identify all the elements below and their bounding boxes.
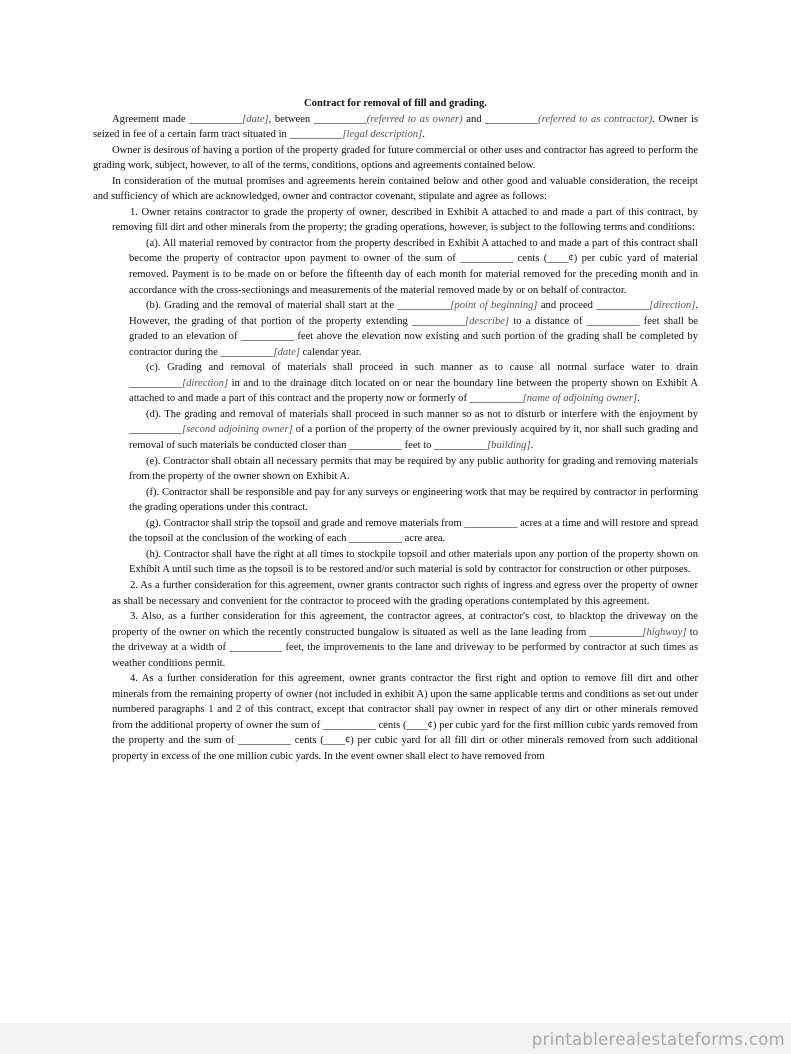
text-run: (f). Contractor shall be responsible and pay for any surveys or engineering work that may be required by contractor in performing the grading operations under this contract.	[129, 486, 698, 514]
placeholder-text: [name of adjoining owner]	[522, 393, 638, 405]
text-run: (c). Grading and removal of materials shall proceed in such manner as to cause all normal surface water to drain __________	[129, 362, 698, 389]
text-run: to the driveway at a width of __________ feet, the improvements to the lane and driveway to be performed by contractor at such times as weather conditions permit.	[112, 626, 698, 669]
clause-1h	[129, 547, 698, 578]
document-body	[93, 96, 698, 765]
placeholder-text: [date]	[242, 113, 269, 125]
text-run: , between __________	[268, 113, 367, 125]
clause-1a	[129, 236, 698, 298]
intro-paragraph	[93, 112, 698, 143]
clause-1d	[129, 407, 698, 454]
text-run: (d). The grading and removal of materials shall proceed in such manner so as not to disturb or interfere with the enjoyment by __________	[129, 408, 698, 436]
intro-paragraph	[93, 174, 698, 205]
text-run: . However, the grading of that portion of the property extending __________	[129, 300, 698, 327]
placeholder-text: [highway]	[642, 626, 687, 638]
clause-1c	[129, 360, 698, 407]
placeholder-text: [legal description]	[342, 129, 423, 141]
clause-1g	[129, 516, 698, 547]
clause-1f	[129, 485, 698, 516]
clause-4	[112, 671, 698, 764]
text-run: of a portion of the property of the owner previously acquired by it, nor shall such grading and removal of such materials be conducted closer than __________ feet to __________	[129, 424, 698, 452]
placeholder-text: [direction]	[649, 300, 696, 312]
placeholder-text: [second adjoining owner]	[181, 424, 293, 436]
text-run: and __________	[462, 113, 539, 125]
placeholder-text: [direction]	[181, 377, 229, 389]
clause-1b	[129, 298, 698, 360]
text-run: . Owner is seized in fee of a certain farm tract situated in __________	[93, 113, 699, 141]
text-run: In consideration of the mutual promises and agreements herein contained below and other good and valuable consideration, the receipt and sufficiency of which are acknowledged, owner and contractor covenant, stipulate and agree as follows:	[93, 175, 698, 203]
text-run: 4. As a further consideration for this agreement, owner grants contractor the first right and option to remove fill dirt and other minerals from the remaining property of owner (not included in exhibit A) upon the same applicable terms and conditions as set out under numbered paragraphs 1 and 2 of this contract, except that contractor shall pay owner in respect of any dirt or other minerals removed from the additional property of owner the sum of __________ cents (____¢) per cubic yard for the first million cubic yards removed from the property and the sum of __________ cents (____¢) per cubic yard for all fill dirt or other minerals removed from such additional property in excess of the one million cubic yards. In the event owner shall elect to have removed from	[112, 673, 698, 762]
text-run: 1. Owner retains contractor to grade the property of owner, described in Exhibit A attached to and made a part of this contract, by removing fill dirt and other minerals from the property; the grading operations, however, is subject to the following terms and conditions:	[112, 206, 698, 234]
clause-1e	[129, 454, 698, 485]
placeholder-text: [building]	[487, 440, 531, 452]
clause-3	[112, 609, 698, 671]
text-run: in and to the drainage ditch located on or near the boundary line between the property shown on Exhibit A attached to and made a part of this contract and the property now or formerly of __________	[129, 377, 698, 405]
intro-paragraph	[93, 143, 698, 174]
document-title: Contract for removal of fill and grading.	[304, 98, 487, 109]
placeholder-text: (referred to as contractor)	[538, 113, 653, 125]
text-run: calendar year.	[299, 346, 362, 358]
text-run: to a distance of __________ feet shall be graded to an elevation of __________ feet above the elevation now existing and such portion of the grading shall be completed by contractor during the __________	[129, 315, 698, 358]
text-run: 2. As a further consideration for this agreement, owner grants contractor such rights of ingress and egress over the property of owner as shall be necessary and convenient for the contractor to proceed with the grading operations contemplated by this agreement.	[112, 579, 698, 607]
text-run: Owner is desirous of having a portion of the property graded for future commercial or other uses and contractor has agreed to perform the grading work, subject, however, to all of the terms, conditions, options and agreements contained below.	[93, 144, 698, 172]
text-run: (e). Contractor shall obtain all necessary permits that may be required by any public authority for grading and removing materials from the property of the owner shown on Exhibit A.	[129, 455, 698, 483]
text-run: and proceed __________	[537, 300, 650, 312]
text-run: Agreement made __________	[112, 113, 243, 125]
text-run: (b). Grading and the removal of material shall start at the __________	[146, 300, 451, 312]
placeholder-text: (referred to as owner)	[366, 113, 463, 125]
text-run: 3. Also, as a further consideration for this agreement, the contractor agrees, at contractor's cost, to blacktop the driveway on the property of the owner on which the recently constructed bungalow is situated as well as the lane leading from __________	[112, 611, 698, 638]
text-run: (h). Contractor shall have the right at all times to stockpile topsoil and other materials upon any portion of the property shown on Exhibit A until such time as the topsoil is to be restored and/or such material is sold by contractor for construction or other purposes.	[129, 548, 698, 576]
placeholder-text: [date]	[273, 346, 300, 358]
placeholder-text: [describe]	[464, 315, 510, 327]
text-run: .	[530, 440, 534, 452]
clause-1	[112, 205, 698, 236]
placeholder-text: [point of beginning]	[450, 300, 538, 312]
text-run: (g). Contractor shall strip the topsoil and grade and remove materials from __________ acres at a time and will restore and spread the topsoil at the conclusion of the working of each __________ acre area.	[129, 517, 698, 545]
text-run: (a). All material removed by contractor from the property described in Exhibit A attached to and made a part of this contract shall become the property of contractor upon payment to owner of the sum of __________ cents (____¢) per cubic yard of material removed. Payment is to be made on or before the fifteenth day of each month for material removed for the preceding month and in accordance with the cross-sectionings and measurements of the material removed made by or on behalf of contractor.	[129, 237, 698, 296]
clause-2	[112, 578, 698, 609]
text-run: .	[422, 129, 425, 141]
text-run: .	[637, 393, 640, 405]
footer-watermark[interactable]: printablerealestateforms.com	[531, 1030, 785, 1049]
